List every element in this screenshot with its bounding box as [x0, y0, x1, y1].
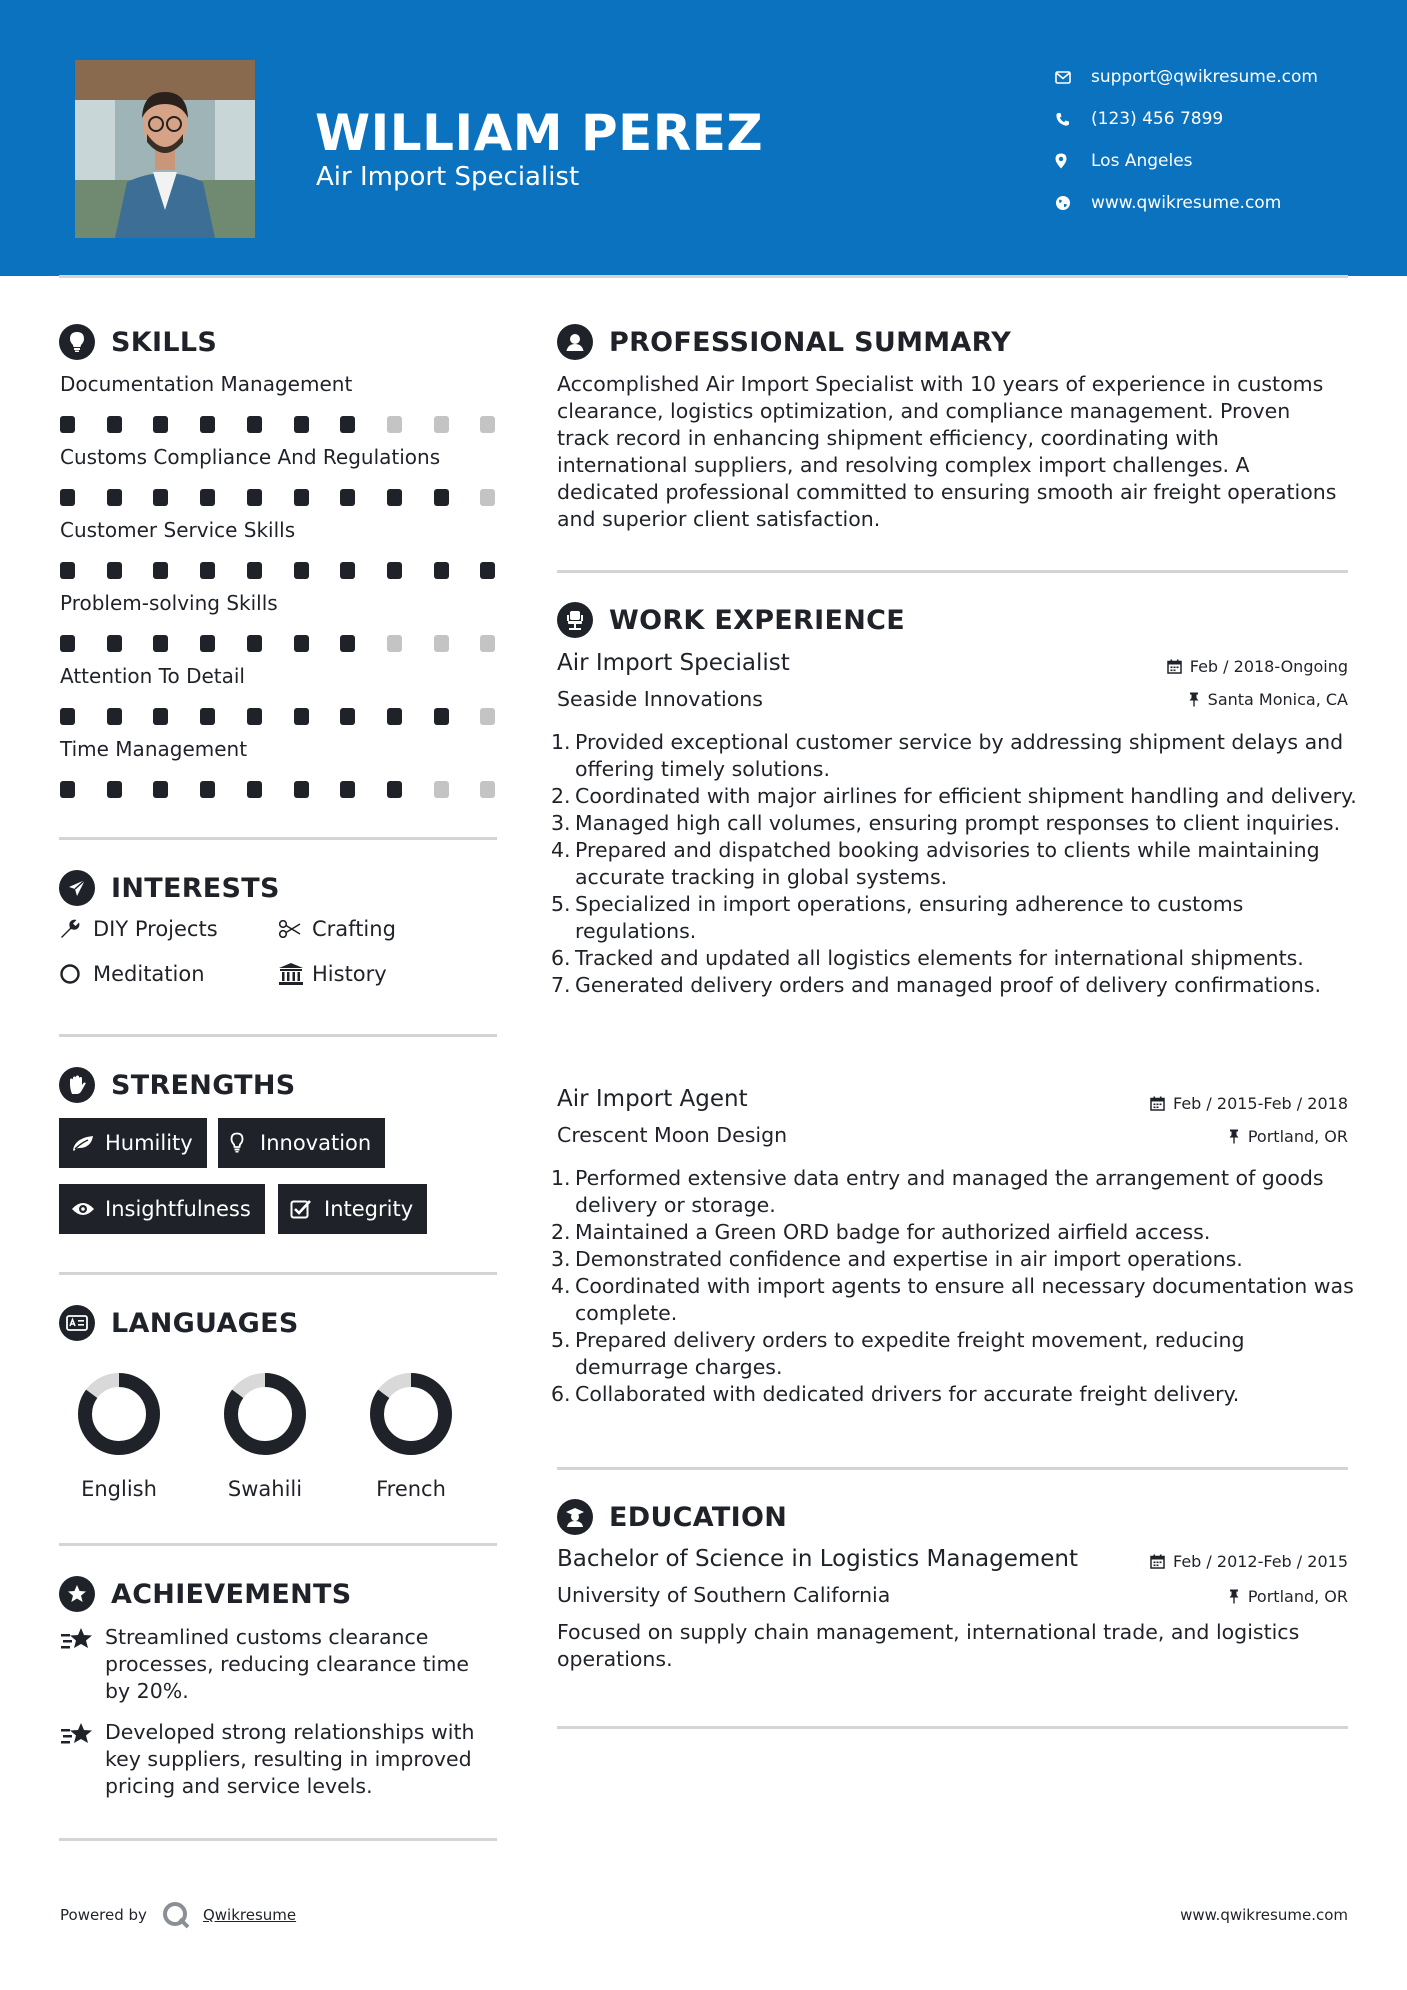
skill-dot-filled — [153, 562, 168, 579]
skill-dot-filled — [294, 489, 309, 506]
contact-website[interactable] — [1055, 182, 1318, 224]
skill-dot-filled — [60, 416, 75, 433]
skill-dot-filled — [60, 635, 75, 652]
skill-dot-filled — [434, 489, 449, 506]
skill-dot-filled — [107, 635, 122, 652]
skill-dot-filled — [434, 708, 449, 725]
skill-dot-filled — [60, 781, 75, 798]
calendar-icon — [1167, 659, 1182, 674]
skill-name: Documentation Management — [60, 372, 353, 396]
skill-dot-filled — [247, 708, 262, 725]
job-location-text: Santa Monica, CA — [1207, 690, 1348, 709]
strength-label: Integrity — [324, 1197, 414, 1221]
interest-item — [278, 962, 387, 986]
office-chair-icon — [557, 602, 593, 638]
job-title: Air Import Agent — [557, 1086, 748, 1112]
job-bullet: 4. Coordinated with import agents to ensure all necessary documentation was complete. — [557, 1273, 1357, 1327]
envelope-icon — [1055, 71, 1091, 84]
skill-dot-filled — [153, 708, 168, 725]
achievement-item — [60, 1624, 500, 1705]
job-title: Air Import Specialist — [557, 650, 790, 676]
job-bullet: 5. Prepared delivery orders to expedite freight movement, reducing demurrage charges. — [557, 1327, 1357, 1381]
strength-badge — [218, 1118, 385, 1168]
skill-dot-filled — [340, 489, 355, 506]
job-bullet-text: Provided exceptional customer service by addressing shipment delays and offering timely solutions. — [575, 730, 1344, 781]
job-bullet: 1. Provided exceptional customer service by addressing shipment delays and offering timely solutions. — [557, 729, 1357, 783]
skill-dot-filled — [60, 562, 75, 579]
languages-title: LANGUAGES — [111, 1307, 299, 1339]
calendar-icon — [1150, 1096, 1165, 1111]
strengths-heading — [59, 1067, 296, 1103]
strength-badge — [59, 1118, 207, 1168]
skill-dot-filled — [387, 489, 402, 506]
user-circle-icon — [557, 324, 593, 360]
job-bullet-text: Prepared delivery orders to expedite freight movement, reducing demurrage charges. — [575, 1328, 1245, 1379]
section-divider — [59, 1034, 497, 1037]
skill-dot-filled — [200, 708, 215, 725]
section-divider — [59, 1838, 497, 1841]
skill-dot-filled — [247, 416, 262, 433]
job-bullet-list — [551, 1165, 1357, 1408]
job-bullet: 5. Specialized in import operations, ensuring adherence to customs regulations. — [557, 891, 1357, 945]
job-company: Crescent Moon Design — [557, 1123, 788, 1147]
section-divider — [557, 1467, 1348, 1470]
contact-phone[interactable] — [1055, 98, 1318, 140]
skill-item — [60, 737, 500, 799]
pushpin-icon — [1228, 1129, 1240, 1144]
star-badge-icon — [59, 1576, 95, 1612]
museum-icon — [278, 962, 312, 986]
circle-icon — [59, 963, 93, 985]
achievement-item — [60, 1719, 500, 1800]
skill-dot-filled — [247, 562, 262, 579]
skill-dot-empty — [480, 635, 495, 652]
skill-dot-filled — [340, 562, 355, 579]
language-label: French — [376, 1477, 446, 1501]
skill-dot-filled — [387, 781, 402, 798]
skill-dot-empty — [480, 708, 495, 725]
skill-dot-filled — [200, 635, 215, 652]
education-dates — [1150, 1552, 1348, 1571]
skill-dot-filled — [294, 708, 309, 725]
skill-dot-filled — [247, 781, 262, 798]
skill-name: Problem-solving Skills — [60, 591, 278, 615]
section-divider — [59, 1272, 497, 1275]
section-divider — [59, 837, 497, 840]
skill-item — [60, 591, 500, 653]
job-bullet: 6. Collaborated with dedicated drivers for accurate freight delivery. — [551, 1382, 1240, 1406]
skill-dot-filled — [153, 781, 168, 798]
summary-title: PROFESSIONAL SUMMARY — [609, 326, 1012, 358]
education-dates-text: Feb / 2012-Feb / 2015 — [1173, 1552, 1348, 1571]
interests-title: INTERESTS — [111, 872, 280, 904]
skill-dot-filled — [387, 708, 402, 725]
skill-dot-filled — [200, 562, 215, 579]
skill-name: Customs Compliance And Regulations — [60, 445, 441, 469]
skill-dot-filled — [340, 635, 355, 652]
job-bullet-text: Performed extensive data entry and managed the arrangement of goods delivery or storage. — [575, 1166, 1324, 1217]
skill-dot-empty — [387, 416, 402, 433]
contact-phone-text: (123) 456 7899 — [1091, 109, 1224, 129]
powered-by-text: Powered by — [60, 1906, 147, 1924]
skill-dot-empty — [387, 635, 402, 652]
strength-badge — [59, 1184, 265, 1234]
strength-badge — [278, 1184, 427, 1234]
map-pin-icon — [1055, 153, 1091, 169]
strength-label: Humility — [105, 1131, 193, 1155]
languages-heading — [59, 1305, 299, 1341]
experience-heading — [557, 602, 905, 638]
achievement-text: Streamlined customs clearance processes, reducing clearance time by 20%. — [105, 1625, 470, 1703]
skill-dot-filled — [107, 781, 122, 798]
job-location — [1228, 1127, 1348, 1146]
job-dates-text: Feb / 2015-Feb / 2018 — [1173, 1094, 1348, 1113]
achievement-text: Developed strong relationships with key suppliers, resulting in improved pricing and service levels. — [105, 1720, 475, 1798]
skill-dot-filled — [294, 781, 309, 798]
language-ring — [74, 1369, 164, 1459]
skill-dot-filled — [387, 562, 402, 579]
job-bullet-text: Prepared and dispatched booking advisories to clients while maintaining accurate tracking in global systems. — [575, 838, 1320, 889]
candidate-role: Air Import Specialist — [316, 162, 580, 192]
lightbulb-icon — [59, 324, 95, 360]
qwikresume-link[interactable]: Qwikresume — [202, 1906, 297, 1924]
skill-rating — [60, 416, 500, 434]
footer-powered-by — [60, 1900, 296, 1930]
pushpin-icon — [1228, 1589, 1240, 1604]
footer-url[interactable]: www.qwikresume.com — [1180, 1906, 1348, 1924]
job-bullet-text: Specialized in import operations, ensuring adherence to customs regulations. — [575, 892, 1244, 943]
language-label: Swahili — [227, 1477, 303, 1501]
skill-dot-filled — [340, 781, 355, 798]
skill-dot-filled — [107, 708, 122, 725]
achievements-title: ACHIEVEMENTS — [111, 1578, 352, 1610]
strength-label: Innovation — [260, 1131, 372, 1155]
job-bullet: 6. Tracked and updated all logistics elements for international shipments. — [551, 946, 1304, 970]
job-bullet-text: Managed high call volumes, ensuring prompt responses to client inquiries. — [575, 811, 1341, 835]
summary-text: Accomplished Air Import Specialist with 10 years of experience in customs clearance, logistics optimization, and compliance management. Proven track record in enhancing shipment efficiency, coordinating with international suppliers, and resolving complex import challenges. A dedicated professional committed to ensuring smooth air freight operations and superior client satisfaction. — [557, 372, 1337, 531]
strengths-title: STRENGTHS — [111, 1069, 296, 1101]
phone-icon — [1055, 112, 1091, 127]
job-bullet: 4. Prepared and dispatched booking advisories to clients while maintaining accurate tracking in global systems. — [557, 837, 1357, 891]
job-location-text: Portland, OR — [1247, 1127, 1348, 1146]
skill-dot-filled — [153, 635, 168, 652]
leaf-icon — [71, 1134, 105, 1152]
job-bullet: 2. Maintained a Green ORD badge for authorized airfield access. — [551, 1220, 1211, 1244]
eye-icon — [71, 1201, 105, 1217]
skill-dot-empty — [480, 416, 495, 433]
job-dates — [1150, 1094, 1348, 1113]
skill-dot-filled — [60, 708, 75, 725]
contact-website-text: www.qwikresume.com — [1091, 193, 1282, 213]
education-degree: Bachelor of Science in Logistics Management — [557, 1546, 1079, 1572]
skill-dot-filled — [434, 562, 449, 579]
skill-dot-filled — [200, 781, 215, 798]
interest-label: History — [312, 962, 387, 986]
skill-dot-filled — [340, 708, 355, 725]
skill-rating — [60, 635, 500, 653]
skill-dot-empty — [434, 635, 449, 652]
shooting-star-icon — [60, 1719, 105, 1800]
skill-dot-filled — [247, 635, 262, 652]
job-bullet: 7. Generated delivery orders and managed proof of delivery confirmations. — [551, 973, 1321, 997]
graduate-icon — [557, 1499, 593, 1535]
skill-item — [60, 372, 500, 434]
contact-email[interactable] — [1055, 56, 1318, 98]
interests-heading — [59, 870, 280, 906]
education-title: EDUCATION — [609, 1501, 788, 1533]
skill-dot-empty — [434, 416, 449, 433]
job-bullet-text: Coordinated with major airlines for efficient shipment handling and delivery. — [575, 784, 1357, 808]
language-ring — [220, 1369, 310, 1459]
experience-title: WORK EXPERIENCE — [609, 604, 905, 636]
paper-plane-icon — [59, 870, 95, 906]
language-item — [59, 1369, 179, 1501]
interest-label: Meditation — [93, 962, 205, 986]
qwikresume-logo-icon — [161, 1900, 191, 1930]
language-item — [205, 1369, 325, 1501]
skills-heading — [59, 324, 217, 360]
education-location-text: Portland, OR — [1247, 1587, 1348, 1606]
candidate-name: WILLIAM PEREZ — [315, 104, 764, 162]
job-dates-text: Feb / 2018-Ongoing — [1189, 657, 1348, 676]
job-bullet: 3. Demonstrated confidence and expertise in air import operations. — [551, 1247, 1243, 1271]
skill-dot-filled — [294, 416, 309, 433]
education-description: Focused on supply chain management, international trade, and logistics operations. — [557, 1620, 1300, 1671]
interest-item — [59, 962, 205, 986]
job-bullet-text: Maintained a Green ORD badge for authorized airfield access. — [575, 1220, 1211, 1244]
skill-item — [60, 664, 500, 726]
skill-rating — [60, 489, 500, 507]
contact-location — [1055, 140, 1318, 182]
skill-dot-filled — [200, 416, 215, 433]
skill-rating — [60, 781, 500, 799]
skill-dot-empty — [480, 781, 495, 798]
job-bullet-text: Collaborated with dedicated drivers for accurate freight delivery. — [575, 1382, 1240, 1406]
skill-item — [60, 518, 500, 580]
job-bullet-text: Coordinated with import agents to ensure all necessary documentation was complete. — [575, 1274, 1354, 1325]
skill-dot-filled — [200, 489, 215, 506]
contact-location-text: Los Angeles — [1091, 151, 1193, 171]
skill-dot-empty — [434, 781, 449, 798]
lightbulb-icon — [230, 1132, 260, 1154]
section-divider — [59, 1543, 497, 1546]
skill-item — [60, 445, 500, 507]
profile-photo — [75, 60, 255, 238]
skill-dot-filled — [153, 489, 168, 506]
language-label: English — [81, 1477, 157, 1501]
section-divider — [557, 570, 1348, 573]
skill-dot-filled — [294, 635, 309, 652]
scissors-icon — [278, 920, 312, 938]
check-square-icon — [290, 1199, 324, 1219]
job-bullet-text: Tracked and updated all logistics elements for international shipments. — [575, 946, 1304, 970]
job-bullet-list — [551, 729, 1357, 999]
wrench-icon — [59, 918, 93, 940]
interest-label: DIY Projects — [93, 917, 218, 941]
skill-rating — [60, 562, 500, 580]
skill-rating — [60, 708, 500, 726]
skill-dot-filled — [340, 416, 355, 433]
job-bullet-text: Generated delivery orders and managed proof of delivery confirmations. — [575, 973, 1321, 997]
raised-hand-icon — [59, 1067, 95, 1103]
skill-name: Customer Service Skills — [60, 518, 296, 542]
job-bullet: 1. Performed extensive data entry and managed the arrangement of goods delivery or storage. — [557, 1165, 1357, 1219]
achievements-heading — [59, 1576, 352, 1612]
job-dates — [1167, 657, 1348, 676]
skill-dot-filled — [107, 416, 122, 433]
language-item — [351, 1369, 471, 1501]
skill-name: Attention To Detail — [60, 664, 245, 688]
globe-icon — [1055, 195, 1091, 211]
calendar-icon — [1150, 1554, 1165, 1569]
skill-name: Time Management — [60, 737, 248, 761]
skill-dot-filled — [60, 489, 75, 506]
skill-dot-filled — [247, 489, 262, 506]
skill-dot-filled — [107, 489, 122, 506]
language-card-icon — [59, 1305, 95, 1341]
education-school: University of Southern California — [557, 1583, 891, 1607]
shooting-star-icon — [60, 1624, 105, 1705]
job-bullet: 3. Managed high call volumes, ensuring prompt responses to client inquiries. — [551, 811, 1341, 835]
skill-dot-filled — [107, 562, 122, 579]
job-location — [1188, 690, 1348, 709]
header-divider — [59, 275, 1348, 278]
interest-label: Crafting — [312, 917, 396, 941]
contact-email-text: support@qwikresume.com — [1091, 67, 1318, 87]
education-heading — [557, 1499, 787, 1535]
summary-heading — [557, 324, 1011, 360]
language-ring — [366, 1369, 456, 1459]
job-bullet: 2. Coordinated with major airlines for efficient shipment handling and delivery. — [551, 784, 1357, 808]
skill-dot-filled — [480, 562, 495, 579]
skills-title: SKILLS — [111, 326, 218, 358]
job-company: Seaside Innovations — [557, 687, 763, 711]
skill-dot-filled — [153, 416, 168, 433]
skill-dot-empty — [480, 489, 495, 506]
strength-label: Insightfulness — [105, 1197, 251, 1221]
contact-list — [1055, 56, 1318, 224]
skill-dot-filled — [294, 562, 309, 579]
resume-header — [0, 0, 1407, 276]
interest-item — [278, 917, 396, 941]
section-divider — [557, 1726, 1348, 1729]
pushpin-icon — [1188, 692, 1200, 707]
job-bullet-text: Demonstrated confidence and expertise in air import operations. — [575, 1247, 1243, 1271]
interest-item — [59, 917, 218, 941]
education-location — [1228, 1587, 1348, 1606]
